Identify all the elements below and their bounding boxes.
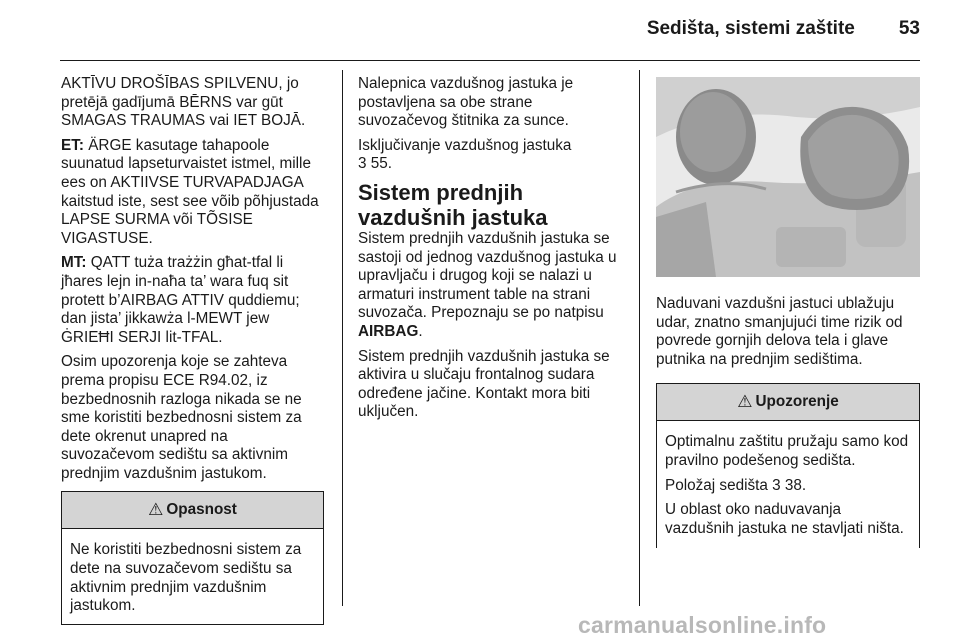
system-description-text: Sistem prednjih vazdušnih jastuka se sastoji od jednog vazdušnog jastuka u upravljaču i drugog koji se nalazi u armaturi instrument table na strani suvozača. Prepoznaju se po natpisu (358, 229, 617, 322)
column-divider-2 (639, 70, 640, 606)
et-label: ET: (61, 136, 84, 154)
warning-triangle-icon: ⚠ (737, 392, 753, 412)
airbag-deactivation-text: Isključivanje vazdušnog jastuka (358, 136, 572, 154)
page-number: 53 (898, 18, 920, 39)
column-divider-1 (342, 70, 343, 606)
mt-warning (61, 254, 324, 347)
mt-warning-text: QATT tuża trażżin għat-tfal li jħares lejn in-naħa ta’ wara fuq sit protett b’AIRBAG ATTIV quddiemu; dan jista’ jikkawża l-MEWT jew ĠRIEĦI SERJI lit-TFAL. (61, 254, 300, 346)
page-ref-icon: 3 (772, 476, 781, 494)
airbag-illustration (656, 77, 920, 277)
warning-box-header (657, 384, 919, 421)
warning-text-1: Optimalnu zaštitu pružaju samo kod pravilno podešenog sedišta. (665, 433, 909, 469)
et-warning (61, 137, 324, 249)
page-ref-number: 38. (780, 476, 807, 494)
page-ref-icon: 3 (358, 155, 367, 173)
danger-box (61, 491, 324, 624)
watermark: carmanualsonline.info (578, 612, 827, 638)
page-title: Sedišta, sistemi zaštite (646, 18, 855, 39)
danger-box-title: Opasnost (166, 501, 237, 519)
activation-paragraph: Sistem prednjih vazdušnih jastuka se aktivira u slučaju frontalnog sudara određene jačine. Kontakt mora biti uključen. (358, 347, 610, 421)
label-location-text: Nalepnica vazdušnog jastuka je postavljena sa obe strane suvozačevog štitnika za sunce. (358, 75, 574, 130)
mt-label: MT: (61, 254, 87, 272)
section-heading: Sistem prednjih vazdušnih jastuka (358, 179, 548, 230)
system-description (358, 230, 623, 342)
page-header (620, 18, 920, 40)
et-warning-text: ÄRGE kasutage tahapoole suunatud lapseturvaistet istmel, mille ees on AKTIIVSE TURVAPADJAGA kaitstud iste, sest see võib põhjustada LAPSE SURMA või TÕSISE VIGASTUSE. (61, 136, 319, 247)
airbag-marking: AIRBAG (358, 322, 419, 340)
system-description-end: . (418, 322, 423, 340)
danger-box-body: Ne koristiti bezbednosni sistem za dete na suvozačevom sedištu sa aktivnim prednjim vazdušnim jastukom. (70, 541, 302, 615)
warning-triangle-icon: ⚠ (148, 500, 164, 520)
seat-position-text: Položaj sedišta (665, 476, 768, 494)
column-2 (358, 75, 623, 428)
airbag-deactivation-ref (358, 137, 623, 174)
warning-text-2 (665, 477, 911, 496)
column-1 (61, 75, 324, 625)
warning-box (656, 383, 920, 548)
warning-text-3: U oblast oko naduvavanja vazdušnih jastuka ne stavljati ništa. (665, 501, 904, 537)
danger-box-header (62, 492, 323, 529)
header-rule (60, 60, 920, 61)
column-3 (656, 75, 920, 548)
illustration-caption: Naduvani vazdušni jastuci ublažuju udar, znatno smanjujući time rizik od povrede gornjih delova tela i glave putnika na prednjim sedištima. (656, 295, 903, 368)
page-ref-number: 55. (366, 155, 393, 173)
warning-box-body (657, 421, 919, 548)
airbag-illustration-svg (656, 77, 920, 277)
ece-paragraph: Osim upozorenja koje se zahteva prema propisu ECE R94.02, iz bezbednosnih razloga nikada se ne sme koristiti bezbednosni sistem za dete okrenut unapred na suvozačevom sedištu sa aktivnim prednjim vazdušnim jastukom. (61, 353, 302, 482)
warning-box-title: Upozorenje (755, 393, 839, 411)
lv-warning-text: AKTĪVU DROŠĪBAS SPILVENU, jo pretējā gadījumā BĒRNS var gūt SMAGAS TRAUMAS vai IET BOJĀ. (61, 75, 306, 130)
